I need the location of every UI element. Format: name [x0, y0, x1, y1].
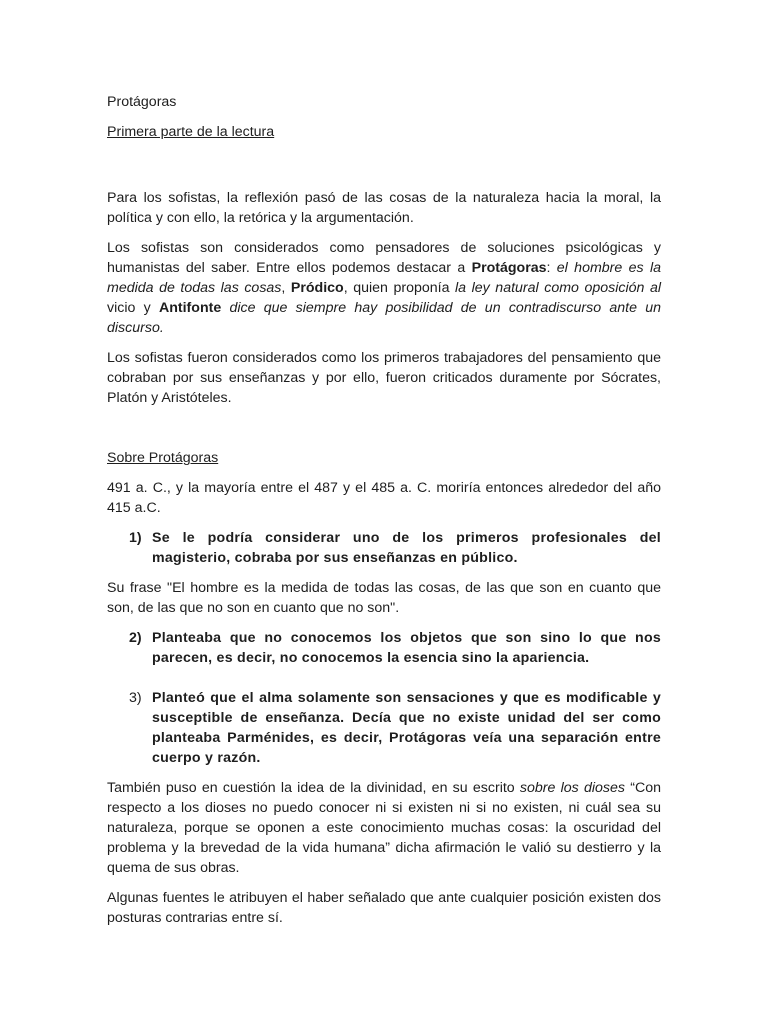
- numbered-item-1: [107, 528, 661, 568]
- section-spacer: [107, 418, 661, 448]
- text-run: Los sofistas son considerados como pensadores de soluciones psicológicas y humanistas del saber. Entre ellos podemos destacar a: [107, 240, 661, 276]
- item-text: Planteaba que no conocemos los objetos que son sino lo que nos parecen, es decir, no conocemos la esencia sino la apariencia.: [152, 630, 661, 666]
- item-text: Se le podría considerar uno de los primeros profesionales del magisterio, cobraba por sus enseñanzas en público.: [152, 530, 661, 566]
- text-run: ,: [281, 280, 291, 296]
- italic-quote: el hombre es la medida de todas las cosas: [107, 260, 661, 296]
- italic-quote: dice que siempre hay posibilidad de un contradiscurso ante un discurso.: [107, 300, 661, 336]
- paragraph-sofistas-trabajadores: Los sofistas fueron considerados como los primeros trabajadores del pensamiento que cobraban por sus enseñanzas y por ello, fueron criticados duramente por Sócrates, Platón y Aristóteles.: [107, 350, 661, 406]
- paragraph-sofistas-pensadores: [107, 238, 661, 338]
- text-run: vicio y: [107, 300, 159, 316]
- paragraph-sofistas-reflexion: Para los sofistas, la reflexión pasó de las cosas de la naturaleza hacia la moral, la política y con ello, la retórica y la argumentación.: [107, 190, 661, 226]
- item-text: Planteó que el alma solamente son sensaciones y que es modificable y susceptible de enseñanza. Decía que no existe unidad del ser como planteaba Parménides, es decir, Protágoras veía una separación entre cuerpo y razón.: [152, 690, 661, 766]
- bold-term-protagoras: Protágoras: [471, 260, 547, 276]
- paragraph-posturas: Algunas fuentes le atribuyen el haber señalado que ante cualquier posición existen dos posturas contrarias entre sí.: [107, 890, 661, 926]
- paragraph-divinidad: [107, 778, 661, 878]
- text-run: “Con respecto a los dioses no puedo conocer ni si existen ni si no existen, ni cuál sea su naturaleza, porque se oponen a este conocimiento muchas cosas: la oscuridad del problema y la brevedad de la vida humana” dicha afirmación le valió su destierro y la quema de sus obras.: [107, 780, 661, 876]
- bold-term-antifonte: Antifonte: [158, 300, 222, 316]
- numbered-item-2: [107, 628, 661, 668]
- document-title: Protágoras: [107, 94, 177, 110]
- text-run: :: [546, 260, 557, 276]
- paragraph-frase: Su frase "El hombre es la medida de todas las cosas, de las que son en cuanto que son, de las que no son en cuanto que no son".: [107, 580, 661, 616]
- text-run: , quien proponía: [343, 280, 456, 296]
- item-number: 1): [129, 530, 142, 546]
- item-number: 2): [129, 630, 142, 646]
- italic-quote: la ley natural como oposición al: [455, 280, 661, 296]
- numbered-item-3: [107, 688, 661, 768]
- section-title-sobre-protagoras: Sobre Protágoras: [107, 450, 219, 466]
- item-number: 3): [129, 690, 142, 706]
- text-run: También puso en cuestión la idea de la divinidad, en su escrito: [107, 780, 520, 796]
- paragraph-fechas: 491 a. C., y la mayoría entre el 487 y el 485 a. C. moriría entonces alrededor del año 415 a.C.: [107, 480, 661, 516]
- document-subtitle: Primera parte de la lectura: [107, 124, 275, 140]
- bold-term-prodico: Pródico: [290, 280, 344, 296]
- italic-title-sobre-los-dioses: sobre los dioses: [519, 780, 626, 796]
